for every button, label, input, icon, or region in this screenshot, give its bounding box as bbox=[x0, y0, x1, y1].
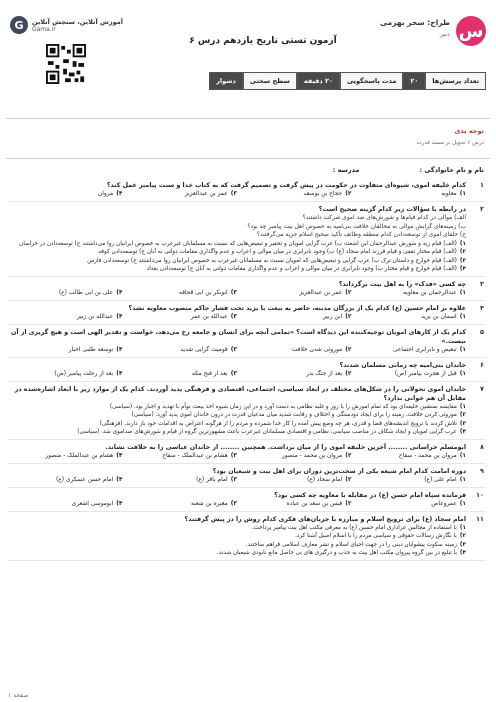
question-item bbox=[8, 466, 486, 488]
option-text: مروان bbox=[97, 191, 114, 197]
option-text: مروان بن محمد - منصور bbox=[281, 452, 343, 459]
answer-option[interactable] bbox=[237, 190, 352, 199]
answer-option[interactable] bbox=[8, 452, 123, 461]
answer-option[interactable] bbox=[8, 541, 466, 550]
question-text: فرمانده سپاه امام حسن (ع) در مقابله با معاویه چه کسی بود؟ bbox=[274, 491, 466, 499]
question-number: ۱۰ bbox=[476, 490, 484, 499]
option-text: (الف) قیام مختار ثقفی و قیام فرزند امام سجاد (ع) ب) وجود نابرابری در میان موالی و اعراب و عدم واگذاری مقامات دولتی به آنان ج) توسعه‌دادن کوفه bbox=[98, 249, 457, 255]
question-text: علاوه بر امام حسین (ع) کدام یک از بزرگان مدینه، حاضر به بیعت با یزید تحت فشار حاکم منصوب معاویه نشد؟ bbox=[128, 304, 466, 312]
option-text: قیس بن سعد بن عباده bbox=[286, 500, 343, 507]
option-text: عرب گرایی امویان و ایجاد شکاف در مناصب سیاسی، نظامی و اقتصادی مسلمانان غیرعرب باعث مشهورترین گروه از قیام و شورش‌های ضداموی شد. (سیاسی) bbox=[77, 429, 457, 435]
option-number: ۲) bbox=[345, 476, 352, 483]
option-number: ۳) bbox=[230, 289, 237, 296]
option-number: ۲) bbox=[459, 412, 466, 418]
question-text: کدام خلیفه اموی، شیوه‌ای متفاوت در حکومت در پیش گرفت و تصمیم گرفت که به کتاب خدا و سنت پیامبر عمل کند؟ bbox=[106, 182, 466, 189]
answer-option[interactable] bbox=[352, 452, 467, 461]
answer-option[interactable] bbox=[123, 313, 238, 322]
answer-options bbox=[8, 403, 466, 437]
option-number: ۲) bbox=[345, 191, 352, 197]
option-number: ۴) bbox=[459, 429, 466, 435]
option-text: عمر بن عبدالعزیز bbox=[299, 289, 343, 296]
option-number: ۱) bbox=[459, 452, 466, 459]
answer-option[interactable] bbox=[123, 190, 238, 199]
option-number: ۳) bbox=[230, 191, 237, 197]
option-number: ۴) bbox=[116, 313, 123, 320]
answer-option[interactable] bbox=[123, 500, 238, 509]
option-text: ابن زبیر bbox=[323, 313, 343, 320]
answer-option[interactable] bbox=[8, 549, 466, 558]
option-number: ۴) bbox=[116, 476, 123, 483]
question-text: خاندان اموی تحولاتی را در شکل‌های مختلف در ابعاد سیاسی، اجتماعی، اقتصادی و فرهنگی پدید آوردند. کدام یک از موارد زیر با ابعاد اشاره‌شده در مقابل آن هم خوانی ندارد؟ bbox=[14, 385, 466, 402]
question-list bbox=[8, 180, 486, 563]
divider bbox=[6, 158, 490, 159]
header bbox=[6, 6, 490, 108]
option-text: معاویه bbox=[441, 191, 457, 197]
option-text: مغیره بن شعبه bbox=[190, 500, 228, 507]
option-number: ۲) bbox=[345, 289, 352, 296]
question-number: ۱۱ bbox=[476, 514, 484, 523]
question-number: ۵ bbox=[480, 327, 484, 336]
option-text: آسمان بن یزید bbox=[421, 313, 457, 320]
answer-option[interactable] bbox=[8, 240, 466, 249]
duration: ۲۰ دقیقه bbox=[297, 72, 340, 90]
option-number: ۲) bbox=[345, 452, 352, 459]
question-subitem: ب) زمینه‌های گرایش موالی به مخالفان خلافت بنی‌امیه به خصوص اهل بیت پیامبر چه بود؟ bbox=[247, 223, 466, 230]
option-text: تلاش کردند با ترویج اندیشه‌های قضا و قدری، هر چه وضع پیش آمده را کار خدا شمرده و مردم را از هرگونه اعتراض به اقدامات خود باز دارند. (فرهنگی) bbox=[99, 420, 457, 427]
option-text: عمروعاص bbox=[431, 500, 457, 507]
student-info bbox=[12, 166, 484, 174]
option-number: ۱) bbox=[459, 500, 466, 507]
option-number: ۱) bbox=[459, 524, 466, 531]
option-number: ۲) bbox=[345, 500, 352, 507]
option-number: ۴) bbox=[116, 289, 123, 296]
option-text: امام باقر (ع) bbox=[196, 476, 228, 483]
school-field[interactable]: مدرسه : bbox=[332, 166, 360, 174]
question-text: ابومسلم خراسانی ........ آخرین خلیفه اموی را از میان برداشت. همچنین ........ از خاندان عباسی را به خلافت نشاند. bbox=[105, 443, 466, 451]
question-number: ۹ bbox=[480, 466, 484, 475]
option-number: ۲) bbox=[345, 346, 352, 353]
option-text: (الف) قیام خوارج و قیام مختار ب) وجود نابرابری در میان موالی و اعراب و عدم واگذاری مقامات دولتی به آنان ج) توسعه‌دادن بغداد bbox=[146, 266, 457, 272]
option-text: امام حسن عسکری (ع) bbox=[55, 476, 114, 483]
option-number: ۳) bbox=[459, 541, 466, 548]
site-url[interactable]: Gama.ir bbox=[32, 25, 56, 33]
answer-option[interactable] bbox=[237, 313, 352, 322]
option-number: ۱) bbox=[459, 370, 466, 377]
option-number: ۳) bbox=[230, 370, 237, 377]
question-number: ۶ bbox=[480, 360, 484, 369]
answer-options bbox=[8, 524, 466, 558]
gama-logo-icon: G bbox=[10, 16, 28, 34]
option-text: بعد از رحلت پیامبر (ص) bbox=[54, 370, 114, 377]
answer-options bbox=[8, 313, 466, 322]
answer-option[interactable] bbox=[8, 403, 466, 412]
question-text: خاندان بنی‌امیه چه زمانی مسلمان شدند؟ bbox=[339, 361, 466, 369]
option-text: مروان بن محمد - سفاح bbox=[398, 452, 457, 459]
question-text: چه کسی «فدک» را به اهل بیت برگرداند؟ bbox=[338, 280, 466, 288]
designer-name: طراح: سحر بهزمی bbox=[379, 18, 450, 27]
option-number: ۲) bbox=[459, 533, 466, 539]
option-number: ۳) bbox=[230, 452, 237, 459]
question-subitem: ج) خلفای اموی از توسعه‌دادن کدام منطقه وظائف تأکید صحیح اسلام جزیه می‌گرفتند؟ bbox=[256, 232, 466, 238]
option-number: ۳) bbox=[230, 346, 237, 353]
option-text: با نگارش رسالات حقوقی و سیاسی مردم را با اسلام اصیل آشنا کرد. bbox=[295, 533, 457, 539]
option-number: ۳) bbox=[459, 257, 466, 264]
answer-option[interactable] bbox=[352, 346, 467, 355]
option-number: ۳) bbox=[230, 500, 237, 507]
answer-option[interactable] bbox=[352, 476, 467, 485]
question-number: ۱ bbox=[480, 181, 484, 189]
option-text: توسعه طلبی اخبار bbox=[68, 346, 114, 353]
answer-option[interactable] bbox=[123, 476, 238, 485]
answer-option[interactable] bbox=[8, 190, 123, 199]
option-number: ۱) bbox=[459, 403, 466, 410]
question-item bbox=[8, 204, 486, 277]
exam-info-bar bbox=[209, 72, 486, 90]
answer-option[interactable] bbox=[237, 452, 352, 461]
option-number: ۱) bbox=[459, 346, 466, 353]
option-text: امام علی (ع) bbox=[424, 476, 457, 483]
option-number: ۱) bbox=[459, 476, 466, 483]
answer-option[interactable] bbox=[123, 289, 238, 298]
option-number: ۲) bbox=[459, 249, 466, 255]
answer-option[interactable] bbox=[237, 289, 352, 298]
site-branding bbox=[10, 16, 123, 34]
answer-option[interactable] bbox=[237, 370, 352, 379]
question-item bbox=[8, 442, 486, 464]
option-text: امام سجاد (ع) bbox=[306, 476, 343, 483]
question-text: کدام یک از کارهای امویان توجیه‌کننده این دیدگاه است؟ «تمامی آنچه برای انسان و جامعه رخ می‌دهد، خواست و تقدیر الهی است و هیچ گریزی از آن نیست.» bbox=[11, 328, 466, 345]
option-number: ۱) bbox=[459, 191, 466, 197]
answer-option[interactable] bbox=[123, 346, 238, 355]
answer-option[interactable] bbox=[8, 265, 466, 274]
answer-options bbox=[8, 240, 466, 274]
answer-option[interactable] bbox=[8, 346, 123, 355]
answer-option[interactable] bbox=[8, 248, 466, 257]
option-text: موروثی شدن خلافت bbox=[291, 346, 343, 353]
answer-option[interactable] bbox=[123, 370, 238, 379]
question-item bbox=[8, 279, 486, 301]
option-number: ۴) bbox=[116, 370, 123, 377]
answer-options bbox=[8, 346, 466, 355]
option-number: ۴) bbox=[459, 266, 466, 272]
question-item bbox=[8, 360, 486, 382]
option-text: هشام بن عبدالملک - سفاح bbox=[162, 452, 228, 459]
divider bbox=[6, 118, 490, 119]
option-text: تبعیض و نابرابری اجتماعی bbox=[392, 346, 457, 353]
answer-option[interactable] bbox=[8, 532, 466, 541]
question-count: ۲۰ bbox=[403, 72, 425, 90]
page-number: صفحه ۱ bbox=[8, 692, 29, 699]
answer-option[interactable] bbox=[8, 524, 466, 533]
answer-option[interactable] bbox=[8, 411, 466, 420]
question-item bbox=[8, 180, 486, 202]
answer-option[interactable] bbox=[8, 289, 123, 298]
option-text: عمر بن عبدالعزیز bbox=[184, 191, 228, 197]
option-number: ۴) bbox=[459, 550, 466, 556]
answer-option[interactable] bbox=[123, 452, 238, 461]
question-item bbox=[8, 327, 486, 358]
option-number: ۱) bbox=[459, 289, 466, 296]
answer-option[interactable] bbox=[8, 257, 466, 266]
option-text: (الف) قیام خوارج و داستان ترک ب) عرب گرایی و تبعیض‌هایی که امویان نسبت به مسلمانان غیرعرب به خصوص ایرانیان روا می‌داشتند ج) توسعه‌دادن فارس bbox=[87, 257, 457, 264]
qr-code-icon bbox=[46, 44, 86, 84]
answer-option[interactable] bbox=[352, 289, 467, 298]
question-item bbox=[8, 303, 486, 325]
difficulty: دشوار bbox=[209, 72, 243, 90]
answer-option[interactable] bbox=[352, 190, 467, 199]
option-text: قبل از هجرت پیامبر (ص) bbox=[394, 370, 457, 377]
option-text: قومیت گرایی شدید bbox=[180, 346, 228, 353]
question-text: امام سجاد (ع) برای ترویج اسلام و مبارزه با جریان‌های فکری کدام روش را در پیش گرفتند؟ bbox=[184, 515, 466, 523]
answer-option[interactable] bbox=[352, 370, 467, 379]
answer-option[interactable] bbox=[352, 500, 467, 509]
answer-option[interactable] bbox=[237, 346, 352, 355]
answer-option[interactable] bbox=[237, 476, 352, 485]
answer-options bbox=[8, 452, 466, 461]
question-number: ۴ bbox=[480, 303, 484, 312]
answer-options bbox=[8, 289, 466, 298]
option-number: ۱) bbox=[459, 313, 466, 320]
question-number: ۸ bbox=[480, 442, 484, 451]
designer-role: دبیر bbox=[439, 30, 450, 38]
answer-option[interactable] bbox=[352, 313, 467, 322]
note-tag: توجه بدی bbox=[454, 127, 484, 135]
site-name: آموزش آنلاین، سنجش آنلاین bbox=[32, 17, 124, 26]
option-number: ۴) bbox=[116, 191, 123, 197]
question-item bbox=[8, 514, 486, 561]
option-text: موروثی کردن خلافت، زمینه را برای ایجاد دودستگی و اختلاف و رقابت شدید میان مدعیان قدرت در درون خاندان اموی پدید آورد. (سیاسی) bbox=[131, 412, 457, 418]
question-item bbox=[8, 490, 486, 512]
answer-option[interactable] bbox=[237, 500, 352, 509]
option-text: ابوموسی اشعری bbox=[71, 500, 114, 507]
answer-option[interactable] bbox=[8, 500, 123, 509]
option-number: ۳) bbox=[459, 420, 466, 427]
answer-options bbox=[8, 500, 466, 509]
question-number: ۳ bbox=[480, 279, 484, 288]
answer-options bbox=[8, 190, 466, 199]
answer-option[interactable] bbox=[8, 313, 123, 322]
option-text: (الف) قیام زید و شورش عبدالرحمان ابن اشعث ب) عرب گرایی امویان و تحقیر و تبعیض‌هایی که نسبت به مسلمانان غیرعرب به خصوص ایرانیان روا می‌داشتند ج) توسعه‌دادن در خراسان bbox=[19, 240, 457, 247]
option-text: هشام بن عبدالملک - منصور bbox=[45, 452, 114, 459]
option-text: بعد از فتح مکه bbox=[192, 370, 228, 377]
option-text: عبدالله بن زبیر bbox=[76, 313, 114, 320]
answer-option[interactable] bbox=[8, 476, 123, 485]
option-number: ۲) bbox=[345, 313, 352, 320]
option-number: ۴) bbox=[116, 346, 123, 353]
answer-options bbox=[8, 476, 466, 485]
question-item bbox=[8, 384, 486, 440]
option-text: بعد از جنگ بدر bbox=[306, 370, 343, 377]
option-text: با استفاده از مجالس عزاداری امام حسین (ع) به معرفی مکتب اهل بیت پیامبر پرداخت. bbox=[251, 524, 457, 531]
option-number: ۲) bbox=[345, 370, 352, 377]
answer-option[interactable] bbox=[8, 428, 466, 437]
option-number: ۳) bbox=[230, 476, 237, 483]
question-count-label: تعداد پرسش‌ها bbox=[425, 72, 486, 90]
option-number: ۳) bbox=[230, 313, 237, 320]
difficulty-label: سطح سختی bbox=[243, 72, 297, 90]
option-text: با تبلیغ در بین گروه پیروان مکتب اهل بیت به جذب و درگیری های بی حاصل مانع نابودی شیعیان شدند. bbox=[217, 550, 457, 556]
question-text: در رابطه با سؤالات زیر کدام گزینه صحیح است؟ bbox=[318, 206, 466, 213]
option-text: زمینه سکوت پیشوایان دینی را در جهت احیای اسلام و نشر معارف اسلامی فراهم ساختند. bbox=[245, 541, 457, 548]
exam-title: آزمون تستی تاریخ یازدهم درس ۶ bbox=[189, 36, 337, 46]
option-text: عبدالرحمان بن معاویه bbox=[403, 289, 457, 296]
question-text: دوره امامت کدام امام شیعه یکی از سخت‌ترین دوران برای اهل بیت و شیعیان بود؟ bbox=[212, 467, 466, 475]
student-name-field[interactable]: نام و نام خانوادگی : bbox=[419, 166, 484, 174]
answer-option[interactable] bbox=[8, 370, 123, 379]
option-number: ۴) bbox=[116, 500, 123, 507]
designer-logo: س bbox=[456, 16, 486, 46]
option-text: عبدالله بن عمر bbox=[190, 313, 228, 320]
question-number: ۷ bbox=[480, 384, 484, 393]
question-number: ۲ bbox=[480, 205, 484, 213]
option-text: حجاج بن یوسف bbox=[303, 191, 343, 197]
note-text: درس ۶ تحویل بر مسند قدرت bbox=[416, 140, 484, 146]
answer-options bbox=[8, 370, 466, 379]
option-number: ۱) bbox=[459, 240, 466, 247]
question-subitem: الف) موالی در کدام قیام‌ها و شورش‌های ضد اموی شرکت داشتند؟ bbox=[302, 215, 466, 221]
duration-label: مدت پاسخگویی bbox=[340, 72, 403, 90]
option-text: ابوبکر بن ابی قحافه bbox=[178, 289, 228, 296]
option-text: مقایسه نمنشین خلیفه‌ای بود که تمام امورش را با زور و غلبه نظامی به دست آورد و در این زمان شیوه اخذ بیعت توأم با تهدید و اجبار بود. (سیاسی) bbox=[109, 403, 457, 410]
option-number: ۴) bbox=[116, 452, 123, 459]
answer-option[interactable] bbox=[8, 420, 466, 429]
option-text: علی بن ابی طالب (ع) bbox=[58, 289, 114, 296]
